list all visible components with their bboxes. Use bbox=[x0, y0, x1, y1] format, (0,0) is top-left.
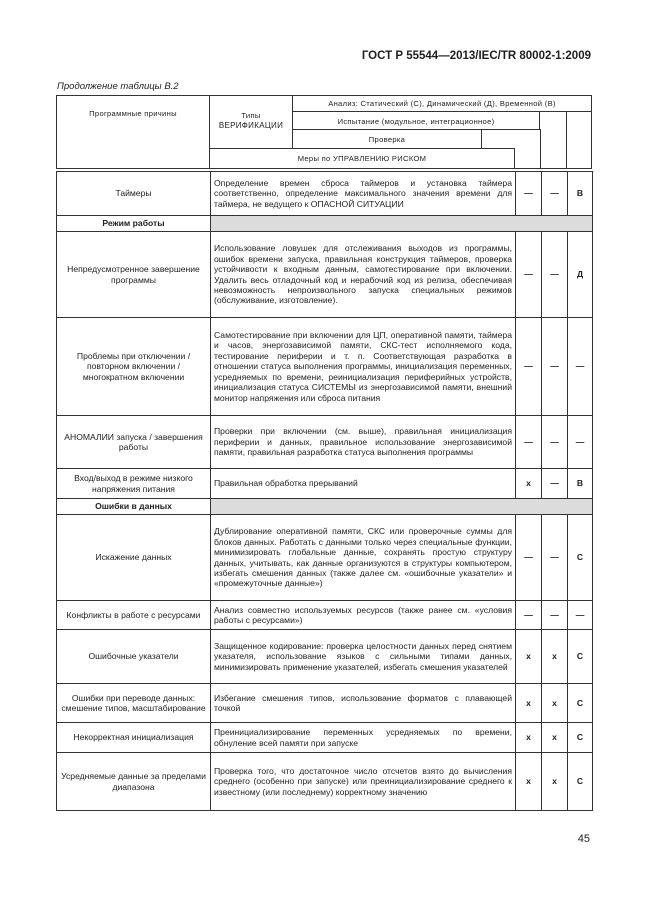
test-value: — bbox=[542, 515, 568, 601]
table-header bbox=[56, 95, 592, 169]
header-analysis-label: Анализ: Статический (С), Динамический (Д), Временной (В) bbox=[328, 99, 556, 108]
check-value: — bbox=[516, 232, 542, 318]
test-value: х bbox=[542, 684, 568, 723]
test-value: — bbox=[542, 318, 568, 416]
analysis-value: С bbox=[568, 723, 593, 753]
section-row bbox=[57, 216, 593, 232]
cause-cell: Искажение данных bbox=[57, 515, 211, 601]
measure-cell: Проверка того, что достаточное число отсчетов взято до вычисления среднего (особенно при запуске) или преинициализирование среднего к известному (или последнему) корректному значению bbox=[211, 753, 516, 811]
measure-cell: Самотестирование при включении для ЦП, оперативной памяти, таймера и часов, энергозависимой памяти, СКС-тест исполняемого кода, тестирование периферии и т. п. Соответствующая разработка в отношении статуса выполнения программы, инициализация переменных, усредняемых по времени, реинициализация периферийных устройств, инициализация статуса СИСТЕМЫ из энергозависимой памяти, внешний монитор напряжения или сброса питания bbox=[211, 318, 516, 416]
cause-cell: Ошибки при переводе данных: смешение типов, масштабирование bbox=[57, 684, 211, 723]
check-value: х bbox=[516, 723, 542, 753]
analysis-value: С bbox=[568, 753, 593, 811]
test-value: х bbox=[542, 630, 568, 684]
verification-table bbox=[56, 171, 593, 811]
header-check-label: Проверка bbox=[368, 135, 406, 144]
section-title: Режим работы bbox=[57, 216, 211, 232]
measure-cell: Преинициализирование переменных усредняемых по времени, обнуление всей памяти при запуске bbox=[211, 723, 516, 753]
table-row bbox=[57, 723, 593, 753]
table-row bbox=[57, 684, 593, 723]
measure-cell: Определение времен сброса таймеров и установка таймера соответственно, определение максимального значения времени для таймера, не ведущего к ОПАСНОЙ СИТУАЦИИ bbox=[211, 172, 516, 216]
measure-cell: Проверки при включении (см. выше), правильная инициализация периферии и данных, правильное использование энергозависимой памяти, правильная разработка статуса выполнения программы bbox=[211, 416, 516, 469]
test-value: х bbox=[542, 753, 568, 811]
check-value: — bbox=[516, 172, 542, 216]
header-verification-label: ВЕРИФИКАЦИИ bbox=[218, 121, 284, 130]
check-value: х bbox=[516, 684, 542, 723]
check-value: — bbox=[516, 318, 542, 416]
measure-cell: Защищенное кодирование: проверка целостности данных перед снятием указателя, использование языков с сильными типами данных, минимизировать применение указателей, избегать смешения указателей bbox=[211, 630, 516, 684]
analysis-value: — bbox=[568, 416, 593, 469]
section-shaded-cell bbox=[211, 216, 593, 232]
header-testing-label: Испытание (модульное, интеграционное) bbox=[337, 117, 495, 126]
cause-cell: Усредняемые данные за пределами диапазона bbox=[57, 753, 211, 811]
table-row bbox=[57, 601, 593, 630]
section-row bbox=[57, 499, 593, 515]
table-row bbox=[57, 232, 593, 318]
check-value: х bbox=[516, 753, 542, 811]
table-row bbox=[57, 515, 593, 601]
test-value: — bbox=[542, 469, 568, 499]
analysis-value: С bbox=[568, 630, 593, 684]
cause-cell: Таймеры bbox=[57, 172, 211, 216]
analysis-value: С bbox=[568, 515, 593, 601]
check-value: — bbox=[516, 601, 542, 630]
table-row bbox=[57, 172, 593, 216]
test-value: — bbox=[542, 232, 568, 318]
cause-cell: Вход/выход в режиме низкого напряжения питания bbox=[57, 469, 211, 499]
analysis-value: — bbox=[568, 601, 593, 630]
analysis-value: С bbox=[568, 684, 593, 723]
measure-cell: Правильная обработка прерываний bbox=[211, 469, 516, 499]
header-types-label: Типы bbox=[241, 111, 261, 120]
cause-cell: Конфликты в работе с ресурсами bbox=[57, 601, 211, 630]
table-row bbox=[57, 318, 593, 416]
check-value: — bbox=[516, 416, 542, 469]
document-standard-header: ГОСТ Р 55544—2013/IEC/TR 80002-1:2009 bbox=[361, 50, 591, 62]
cause-cell: Ошибочные указатели bbox=[57, 630, 211, 684]
test-value: — bbox=[542, 601, 568, 630]
analysis-value: — bbox=[568, 318, 593, 416]
measure-cell: Дублирование оперативной памяти, СКС или проверочные суммы для блоков данных. Работать с данными только через специальные функции, минимизировать глобальные данные, сохранять простую структуру данных, учитывать, как данные организуются в структуры компьютером, избегать смешения данных (также далее см. «ошибочные указатели» и «промежуточные данные») bbox=[211, 515, 516, 601]
header-causes-cell bbox=[56, 95, 210, 169]
cause-cell: Проблемы при отключении / повторном включении / многократном включении bbox=[57, 318, 211, 416]
analysis-value: В bbox=[568, 172, 593, 216]
section-shaded-cell bbox=[211, 499, 593, 515]
check-value: х bbox=[516, 469, 542, 499]
table-row bbox=[57, 753, 593, 811]
analysis-value: В bbox=[568, 469, 593, 499]
analysis-value: Д bbox=[568, 232, 593, 318]
section-title: Ошибки в данных bbox=[57, 499, 211, 515]
table-row bbox=[57, 469, 593, 499]
check-value: — bbox=[516, 515, 542, 601]
header-causes-label: Программные причины bbox=[89, 109, 177, 118]
cause-cell: Некорректная инициализация bbox=[57, 723, 211, 753]
cause-cell: АНОМАЛИИ запуска / завершения работы bbox=[57, 416, 211, 469]
table-caption: Продолжение таблицы В.2 bbox=[57, 81, 179, 92]
header-measures-label: Меры по УПРАВЛЕНИЮ РИСКОМ bbox=[297, 154, 427, 163]
measure-cell: Избегание смешения типов, использование форматов с плавающей точкой bbox=[211, 684, 516, 723]
col-divider bbox=[566, 111, 567, 169]
table-row bbox=[57, 630, 593, 684]
measure-cell: Использование ловушек для отслеживания выходов из программы, ошибок времени запуска, правильная конструкция таймеров, проверка устойчивости к входным данным, самотестирование при включении. Удалить весь отладочный код и нерабочий код из релиза, обеспечивая невозможность непроизвольного запуска специальных режимов (обслуживание, изготовление). bbox=[211, 232, 516, 318]
test-value: — bbox=[542, 172, 568, 216]
measure-cell: Анализ совместно используемых ресурсов (также ранее см. «условия работы с ресурсами») bbox=[211, 601, 516, 630]
test-value: х bbox=[542, 723, 568, 753]
page-number: 45 bbox=[577, 833, 590, 845]
check-value: х bbox=[516, 630, 542, 684]
table-row bbox=[57, 416, 593, 469]
col-divider bbox=[540, 129, 541, 169]
cause-cell: Непредусмотренное завершение программы bbox=[57, 232, 211, 318]
test-value: — bbox=[542, 416, 568, 469]
